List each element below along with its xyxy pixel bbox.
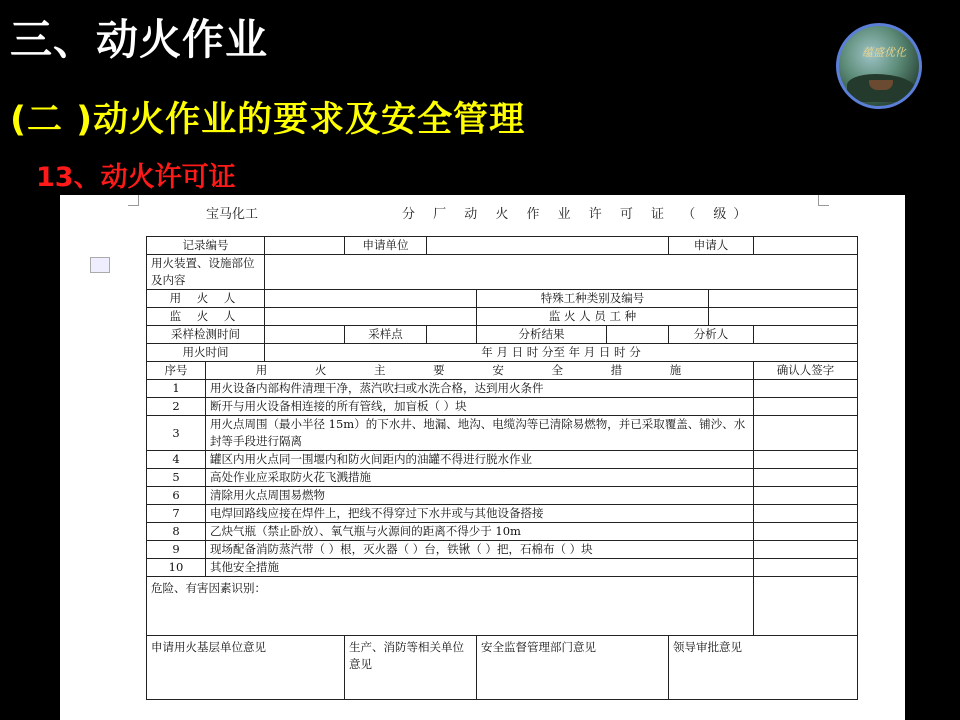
measure-row: [147, 523, 858, 541]
monitor-type-label: 监 火 人 员 工 种: [477, 308, 709, 326]
table-row: [147, 362, 858, 380]
measure-no: 7: [147, 505, 206, 523]
sampling-point-field[interactable]: [427, 326, 477, 344]
measure-no: 2: [147, 398, 206, 416]
measure-no: 3: [147, 416, 206, 451]
sampling-point-label: 采样点: [345, 326, 427, 344]
measure-no: 1: [147, 380, 206, 398]
measure-row: [147, 469, 858, 487]
sampling-time-field[interactable]: [265, 326, 345, 344]
slide-subtitle: (二 )动火作业的要求及安全管理: [10, 100, 526, 140]
equipment-label: 用火装置、设施部位及内容: [147, 255, 265, 290]
fire-time-label: 用火时间: [147, 344, 265, 362]
table-row: [147, 577, 858, 636]
opinion-safety[interactable]: 安全监督管理部门意见: [477, 636, 669, 700]
opinion-production[interactable]: 生产、消防等相关单位意见: [345, 636, 477, 700]
opinion-grassroots[interactable]: 申请用火基层单位意见: [147, 636, 345, 700]
measure-text: 罐区内用火点同一围堰内和防火间距内的油罐不得进行脱水作业: [206, 451, 754, 469]
analysis-result-field[interactable]: [607, 326, 669, 344]
monitor-field[interactable]: [265, 308, 477, 326]
table-row: [147, 290, 858, 308]
applicant-label: 申请人: [669, 237, 754, 255]
measure-no: 6: [147, 487, 206, 505]
measure-text: 电焊回路线应接在焊件上，把线不得穿过下水井或与其他设备搭接: [206, 505, 754, 523]
measure-row: [147, 380, 858, 398]
analyst-label: 分析人: [669, 326, 754, 344]
equipment-field[interactable]: [265, 255, 858, 290]
fire-time-field[interactable]: 年 月 日 时 分至 年 月 日 时 分: [265, 344, 858, 362]
measure-text: 乙炔气瓶（禁止卧放）、氧气瓶与火源间的距离不得少于 10m: [206, 523, 754, 541]
measure-row: [147, 505, 858, 523]
apply-unit-label: 申请单位: [345, 237, 427, 255]
fire-user-field[interactable]: [265, 290, 477, 308]
crop-mark-top-right: [818, 195, 829, 206]
boat-graphic: [869, 80, 893, 90]
permit-document: [60, 195, 905, 720]
record-no-label: 记录编号: [147, 237, 265, 255]
section-heading: 13、动火许可证: [36, 162, 236, 193]
logo-badge: [836, 23, 922, 109]
table-row: [147, 237, 858, 255]
confirm-signature-field[interactable]: [754, 451, 858, 469]
applicant-field[interactable]: [754, 237, 858, 255]
measure-no: 9: [147, 541, 206, 559]
measure-no: 10: [147, 559, 206, 577]
seq-header: 序号: [147, 362, 206, 380]
sampling-time-label: 采样检测时间: [147, 326, 265, 344]
confirm-signature-field[interactable]: [754, 398, 858, 416]
confirm-signature-field[interactable]: [754, 380, 858, 398]
confirm-signature-field[interactable]: [754, 523, 858, 541]
apply-unit-field[interactable]: [427, 237, 669, 255]
special-type-label: 特殊工种类别及编号: [477, 290, 709, 308]
measure-row: [147, 487, 858, 505]
measure-no: 8: [147, 523, 206, 541]
analyst-field[interactable]: [754, 326, 858, 344]
fire-user-label: 用 火 人: [147, 290, 265, 308]
measure-text: 断开与用火设备相连接的所有管线，加盲板（ ）块: [206, 398, 754, 416]
confirm-signature-field[interactable]: [754, 416, 858, 451]
measure-row: [147, 398, 858, 416]
measure-text: 清除用火点周围易燃物: [206, 487, 754, 505]
table-row: [147, 255, 858, 290]
measure-text: 高处作业应采取防火花飞溅措施: [206, 469, 754, 487]
confirm-signature-field[interactable]: [754, 469, 858, 487]
record-no-field[interactable]: [265, 237, 345, 255]
analysis-result-label: 分析结果: [477, 326, 607, 344]
confirm-header: 确认人签字: [754, 362, 858, 380]
form-title: 分 厂 动 火 作 业 许 可 证 （ 级）: [402, 207, 754, 222]
measure-text: 用火点周围（最小半径 15m）的下水井、地漏、地沟、电缆沟等已清除易燃物，并已采取覆盖、铺沙、水封等手段进行隔离: [206, 416, 754, 451]
confirm-signature-field[interactable]: [754, 541, 858, 559]
hazards-signature-field[interactable]: [754, 577, 858, 636]
company-name: 宝马化工: [206, 207, 259, 222]
measure-no: 5: [147, 469, 206, 487]
measure-row: [147, 559, 858, 577]
measure-row: [147, 541, 858, 559]
crop-mark-top-left: [128, 195, 139, 206]
confirm-signature-field[interactable]: [754, 559, 858, 577]
table-row: [147, 344, 858, 362]
monitor-label: 监 火 人: [147, 308, 265, 326]
hazards-field[interactable]: 危险、有害因素识别：: [147, 577, 754, 636]
measure-text: 用火设备内部构件清理干净，蒸汽吹扫或水洗合格，达到用火条件: [206, 380, 754, 398]
table-row: [147, 308, 858, 326]
slide-title: 三、动火作业: [10, 15, 269, 64]
measure-row: [147, 451, 858, 469]
permit-table: [146, 236, 858, 700]
attachment-icon: [90, 257, 110, 273]
special-type-field[interactable]: [709, 290, 858, 308]
measure-text: 其他安全措施: [206, 559, 754, 577]
logo-text: 蕴盛优化: [862, 46, 906, 59]
confirm-signature-field[interactable]: [754, 487, 858, 505]
measure-no: 4: [147, 451, 206, 469]
monitor-type-field[interactable]: [709, 308, 858, 326]
table-row: [147, 326, 858, 344]
opinion-leader[interactable]: 领导审批意见: [669, 636, 858, 700]
measure-text: 现场配备消防蒸汽带（ ）根，灭火器（ ）台，铁锹（ ）把，石棉布（ ）块: [206, 541, 754, 559]
measures-header: 用 火 主 要 安 全 措 施: [206, 362, 754, 380]
measure-row: [147, 416, 858, 451]
table-row: [147, 636, 858, 700]
confirm-signature-field[interactable]: [754, 505, 858, 523]
